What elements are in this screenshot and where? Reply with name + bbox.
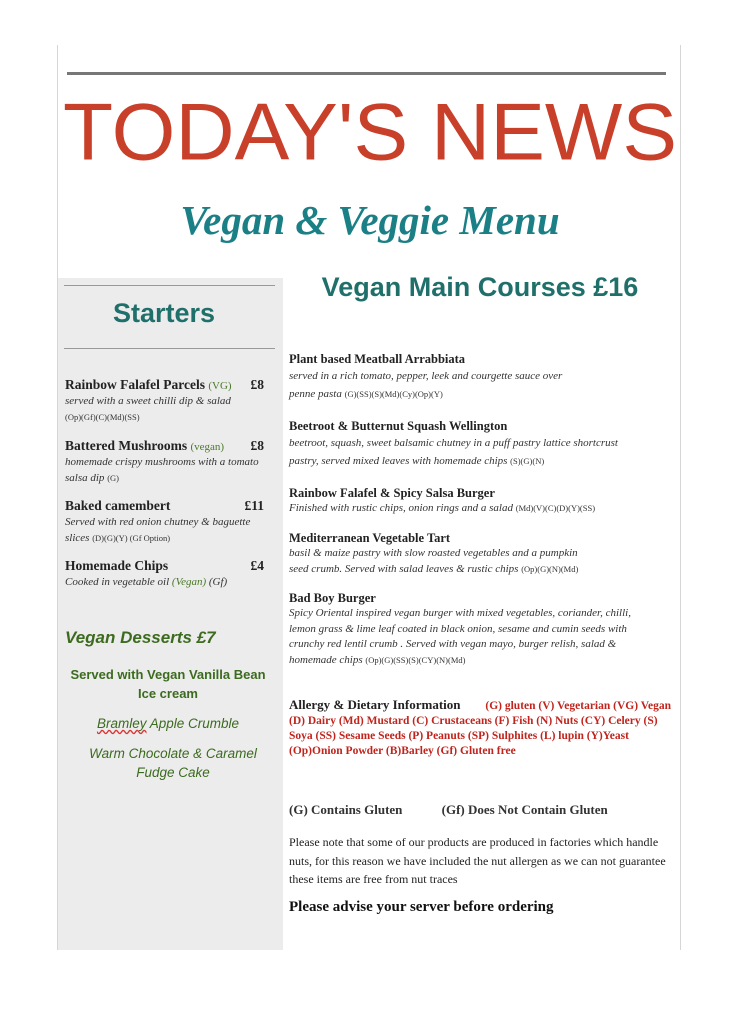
allergen-codes: (Op)(G)(N)(Md) (521, 563, 579, 574)
dessert-item: Bramley Apple Crumble (96, 716, 240, 731)
allergy-heading: Allergy & Dietary Information (289, 697, 461, 712)
starter-tag: (VG) (208, 380, 232, 392)
main-course-item (289, 351, 674, 403)
dish-name: Rainbow Falafel & Spicy Salsa Burger (289, 486, 495, 500)
starter-item (65, 558, 270, 590)
gluten-legend (289, 802, 674, 818)
dish-description: basil & maize pastry with slow roasted vegetables and a pumpkin seed crumb. Served with salad leaves & rustic chips (Op)(G)(N)(Md) (289, 547, 579, 575)
allergen-codes: (Gf) (208, 576, 228, 588)
dish-name: Bad Boy Burger (289, 591, 376, 605)
allergen-codes: (Op)(G)(SS)(S)(CY)(N)(Md) (365, 654, 466, 665)
sidebar-bottom-rule (64, 348, 275, 349)
dish-name: Mediterranean Vegetable Tart (289, 531, 451, 545)
starter-description: Cooked in vegetable oil (Vegan) (Gf) (65, 576, 228, 588)
starters-sidebar (58, 278, 283, 950)
allergen-codes: (Op)(Gf)(C)(Md)(SS) (65, 412, 140, 422)
desserts-note: Served with Vegan Vanilla Bean Ice cream (70, 667, 266, 701)
starters-heading: Starters (112, 298, 216, 328)
allergy-information (289, 697, 674, 759)
starter-item (65, 377, 270, 425)
contains-gluten-label: (G) Contains Gluten (289, 802, 403, 817)
dish-description: beetroot, squash, sweet balsamic chutney in a puff pastry lattice shortcrust pastry, served mixed leaves with homemade chips (S)(G)(N) (289, 437, 618, 467)
main-course-item (289, 418, 674, 470)
starter-price: £4 (250, 558, 264, 573)
allergen-codes: (D)(G)(Y) (Gf Option) (92, 533, 171, 543)
dish-description: served in a rich tomato, pepper, leek and courgette sauce over penne pasta (G)(SS)(S)(Md)(Cy)(Op)(Y) (289, 370, 563, 400)
starter-item (65, 498, 270, 546)
starter-name: Rainbow Falafel Parcels (VG) (65, 377, 232, 392)
allergen-codes: (G) (107, 473, 119, 483)
desserts-heading: Vegan Desserts £7 (65, 628, 216, 647)
allergen-codes: (G)(SS)(S)(Md)(Cy)(Op)(Y) (344, 389, 443, 399)
starter-price: £11 (244, 498, 264, 513)
allergen-codes: (S)(G)(N) (510, 456, 545, 466)
starter-name: Battered Mushrooms (vegan) (65, 438, 225, 453)
starter-description: Served with red onion chutney & baguette slices (D)(G)(Y) (Gf Option) (65, 516, 251, 544)
main-course-item (289, 590, 674, 668)
page-border-right (680, 45, 681, 950)
dish-name: Plant based Meatball Arrabbiata (289, 352, 466, 366)
allergy-legend: (G) gluten (V) Vegetarian (VG) Vegan (D) Dairy (Md) Mustard (C) Crustaceans (F) Fish (N) Nuts (CY) Celery (S) Soya (SS) Sesame Seeds (P) Peanuts (SP) Sulphites (L) lupin (Y)Yeast (Op)Onion Powder (B)Barley (Gf) Gluten free (289, 700, 671, 757)
starter-name: Baked camembert (65, 498, 171, 513)
dessert-item: Warm Chocolate & Caramel Fudge Cake (89, 746, 257, 780)
starter-description: served with a sweet chilli dip & salad (Op)(Gf)(C)(Md)(SS) (65, 395, 231, 422)
main-courses-heading: Vegan Main Courses £16 (321, 272, 639, 302)
dish-description: Finished with rustic chips, onion rings and a salad (Md)(V)(C)(D)(Y)(SS) (289, 502, 596, 514)
starter-price: £8 (250, 438, 264, 453)
main-course-item (289, 485, 674, 517)
starter-item (65, 438, 270, 486)
masthead-title: TODAY'S NEWS (62, 87, 678, 178)
starter-tag: (vegan) (190, 441, 225, 453)
allergen-codes: (Md)(V)(C)(D)(Y)(SS) (515, 503, 596, 513)
starter-description: homemade crispy mushrooms with a tomato salsa dip (G) (65, 456, 259, 484)
starter-name: Homemade Chips (65, 558, 169, 573)
gluten-free-label: (Gf) Does Not Contain Gluten (441, 802, 608, 817)
nut-allergen-note: Please note that some of our products are produced in factories which handle nuts, for this reason we have included the nut allergen as we can not guarantee these items are free from nut traces (289, 835, 666, 886)
top-rule (67, 72, 666, 75)
menu-subtitle: Vegan & Veggie Menu (180, 197, 560, 243)
advise-server-note: Please advise your server before ordering (289, 899, 554, 915)
main-course-item (289, 530, 674, 577)
sidebar-top-rule (64, 285, 275, 286)
dish-description: Spicy Oriental inspired vegan burger with mixed vegetables, coriander, chilli, lemon grass & lime leaf coated in black onion, sesame and cumin seeds with crunchy red lentil crumb . Served with vegan mayo, burger relish, salad & homemade chips (Op)(G)(SS)(S)(CY)(N)(Md) (289, 607, 631, 666)
dish-name: Beetroot & Butternut Squash Wellington (289, 419, 508, 433)
spellcheck-word: Bramley (96, 716, 147, 731)
starter-price: £8 (250, 377, 264, 392)
